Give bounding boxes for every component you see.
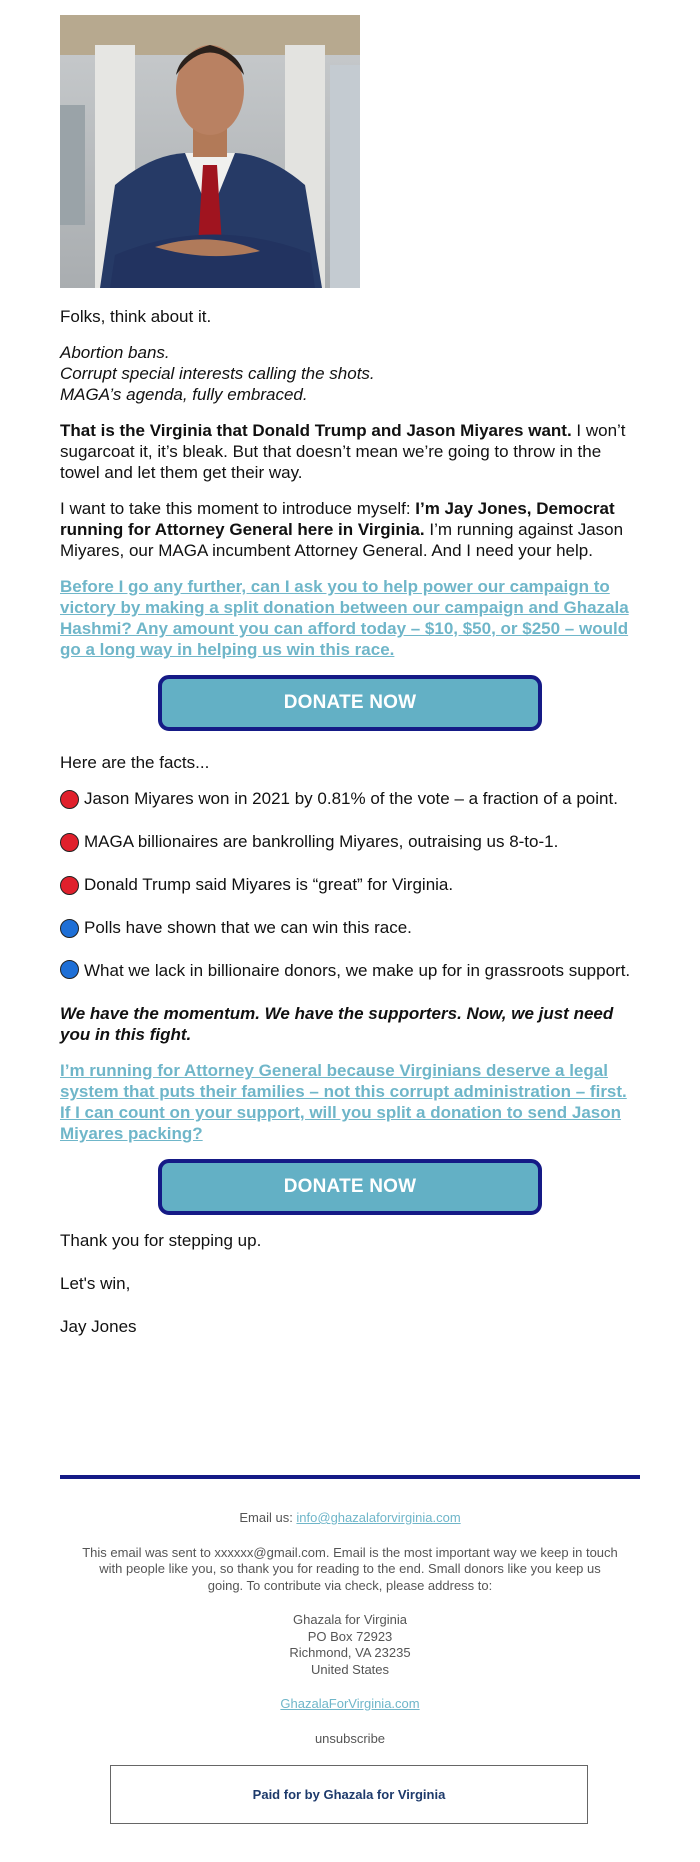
fact-item — [60, 960, 640, 981]
unsubscribe-link[interactable]: unsubscribe — [314, 1730, 386, 1746]
intro-text: Folks, think about it. — [60, 307, 212, 326]
paragraph-bold: That is the Virginia that Donald Trump and Jason Miyares want. — [60, 421, 572, 440]
paragraph-rest: I won’t sugarcoat it, it’s bleak. But that doesn’t mean we’re going to throw in the towel and let them get their way. — [60, 421, 626, 482]
address-line: PO Box 72923 — [307, 1628, 393, 1644]
email-body — [60, 15, 640, 1337]
paragraph-introduction — [60, 498, 640, 561]
blue-circle-icon — [60, 960, 79, 979]
facts-intro: Here are the facts... — [60, 753, 210, 772]
footer-notice: This email was sent to xxxxxx@gmail.com. Email is the most important way we keep in touch with people like you, so thank you for reading to the end. Small donors like you keep us going. To contribute via check, please address to: — [82, 1544, 618, 1593]
donate-now-button-2[interactable]: DONATE NOW — [158, 1159, 542, 1215]
address-line: United States — [310, 1661, 390, 1677]
footer-email-line — [60, 1510, 640, 1527]
address-line: Richmond, VA 23235 — [289, 1645, 411, 1660]
footer — [60, 1475, 640, 1747]
paid-for-text: Paid for by Ghazala for Virginia — [252, 1787, 446, 1802]
split-donation-paragraph — [60, 1060, 640, 1144]
donate-button-wrapper — [60, 1159, 640, 1215]
address-line: Ghazala for Virginia — [293, 1612, 407, 1627]
candidate-photo — [60, 15, 360, 288]
signoff-text: Let's win, — [60, 1274, 131, 1293]
fact-text: MAGA billionaires are bankrolling Miyares, outraising us 8-to-1. — [84, 832, 559, 851]
thanks-text: Thank you for stepping up. — [60, 1231, 262, 1250]
italic-line: MAGA’s agenda, fully embraced. — [60, 385, 308, 404]
fact-text: What we lack in billionaire donors, we make up for in grassroots support. — [84, 961, 631, 980]
donation-ask-link[interactable]: Before I go any further, can I ask you to help power our campaign to victory by making a split donation between our campaign and Ghazala Hashmi? Any amount you can afford today – $10, $50, or $250 – would go a long way in helping us win this race. — [60, 577, 629, 659]
fact-line — [60, 960, 640, 981]
blue-circle-icon — [60, 919, 79, 938]
footer-email-label: Email us: — [239, 1510, 297, 1525]
red-circle-icon — [60, 790, 79, 809]
candidate-photo-image — [60, 15, 360, 288]
red-circle-icon — [60, 833, 79, 852]
signature: Jay Jones — [60, 1317, 137, 1336]
italic-line: Abortion bans. — [60, 343, 170, 362]
mailing-address — [60, 1612, 640, 1678]
paragraph-lead: I want to take this moment to introduce myself: — [60, 499, 416, 518]
donation-ask-paragraph — [60, 576, 640, 660]
donate-now-button[interactable]: DONATE NOW — [158, 675, 542, 731]
split-donation-link[interactable]: I’m running for Attorney General because Virginians deserve a legal system that puts their families – not this corrupt administration – first. If I can count on your support, will you split a donation to send Jason Miyares packing? — [60, 1061, 627, 1143]
fact-item — [60, 831, 640, 852]
fact-item — [60, 917, 640, 938]
footer-unsubscribe-line — [60, 1731, 640, 1748]
website-link[interactable]: GhazalaForVirginia.com — [280, 1696, 420, 1711]
paid-for-box — [110, 1765, 588, 1824]
donate-button-wrapper — [60, 675, 640, 731]
red-circle-icon — [60, 876, 79, 895]
italic-list — [60, 342, 640, 405]
fact-text: Polls have shown that we can win this race. — [84, 918, 412, 937]
paragraph-bold: I’m Jay Jones, Democrat running for Attorney General here in Virginia. — [60, 499, 615, 539]
fact-text: Jason Miyares won in 2021 by 0.81% of the vote – a fraction of a point. — [84, 789, 618, 808]
fact-item — [60, 874, 640, 895]
paragraph-rest: I’m running against Jason Miyares, our MAGA incumbent Attorney General. And I need your help. — [60, 520, 624, 560]
footer-email-link[interactable]: info@ghazalaforvirginia.com — [296, 1510, 461, 1525]
fact-item — [60, 788, 640, 809]
italic-line: Corrupt special interests calling the shots. — [60, 364, 375, 383]
footer-site-line — [60, 1696, 640, 1713]
momentum-text: We have the momentum. We have the supporters. Now, we just need you in this fight. — [60, 1004, 614, 1044]
fact-text: Donald Trump said Miyares is “great” for Virginia. — [84, 875, 454, 894]
paragraph-trump-miyares — [60, 420, 640, 483]
